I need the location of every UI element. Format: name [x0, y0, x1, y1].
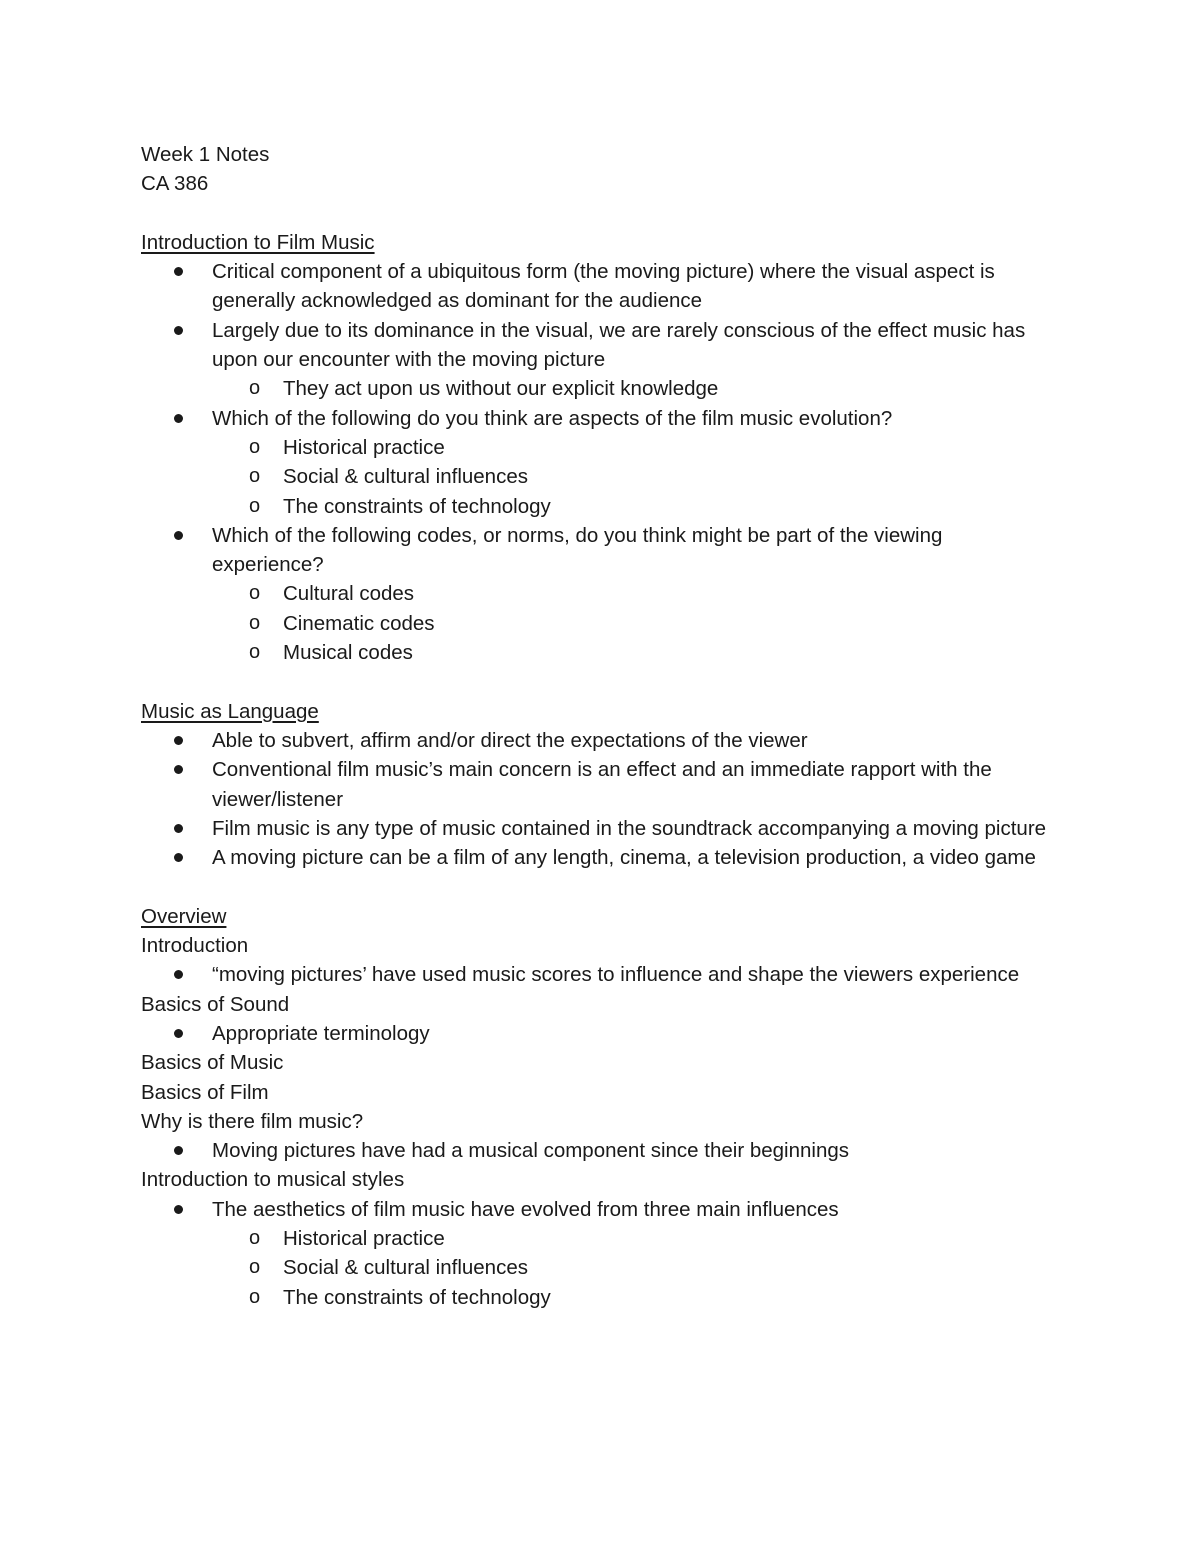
sub-list-item [141, 492, 1052, 521]
list-item-text: Largely due to its dominance in the visual, we are rarely conscious of the effect music has upon our encounter with the moving picture [212, 318, 1026, 372]
list-item-text: Moving pictures have had a musical component since their beginnings [212, 1139, 850, 1163]
list-item-text: Conventional film music’s main concern is an effect and an immediate rapport with the viewer/listener [212, 758, 992, 811]
list-item [141, 404, 1052, 521]
sub-bullet-list [212, 374, 1052, 403]
sub-list-item [141, 1253, 1052, 1282]
list-item-text: Appropriate terminology [212, 1021, 430, 1045]
sub-list-item [141, 462, 1052, 491]
sub-list-item-text: Social & cultural influences [283, 465, 528, 489]
list-item-text: Film music is any type of music contained in the soundtrack accompanying a moving picture [212, 816, 1047, 840]
overview-topic: Basics of Sound [141, 992, 290, 1016]
list-item [141, 843, 1052, 872]
bullet-icon [174, 736, 183, 745]
list-item-text: “moving pictures’ have used music scores to influence and shape the viewers experience [212, 963, 1020, 987]
overview-bullet-list [141, 1195, 1081, 1312]
sub-list-item-text: Social & cultural influences [283, 1256, 528, 1280]
sub-bullet-list [212, 433, 1052, 521]
section-heading-overview: Overview [141, 904, 227, 928]
list-item-text: Able to subvert, affirm and/or direct the expectations of the viewer [212, 728, 808, 752]
sub-list-item-text: Cultural codes [283, 582, 415, 606]
overview-bullet-list [141, 1136, 1081, 1165]
circle-bullet-icon: o [249, 494, 261, 517]
list-item [141, 521, 1052, 667]
sub-list-item-text: The constraints of technology [283, 1285, 551, 1309]
spacer [141, 199, 1081, 228]
circle-bullet-icon: o [249, 465, 261, 488]
sub-bullet-list [212, 579, 1052, 667]
overview-topic: Basics of Music [141, 1051, 284, 1075]
list-item-text: Critical component of a ubiquitous form (the moving picture) where the visual aspect is generally acknowledged as dominant for the audience [212, 260, 995, 313]
section-heading-intro: Introduction to Film Music [141, 230, 375, 254]
intro-bullet-list [141, 257, 1081, 667]
sub-list-item-text: Cinematic codes [283, 611, 435, 635]
sub-list-item [141, 579, 1052, 608]
spacer [141, 872, 1081, 901]
list-item-text: The aesthetics of film music have evolved from three main influences [212, 1197, 839, 1221]
bullet-icon [174, 414, 183, 423]
language-bullet-list [141, 726, 1081, 872]
sub-list-item-text: Historical practice [283, 1226, 445, 1250]
bullet-icon [174, 1146, 183, 1155]
bullet-icon [174, 970, 183, 979]
list-item [141, 316, 1052, 404]
overview-topic: Introduction [141, 934, 249, 958]
spacer [141, 667, 1081, 696]
sub-list-item [141, 609, 1052, 638]
sub-list-item-text: They act upon us without our explicit knowledge [283, 377, 719, 401]
course-code: CA 386 [141, 172, 209, 196]
bullet-icon [174, 326, 183, 335]
list-item [141, 755, 1052, 814]
overview-topic: Introduction to musical styles [141, 1168, 405, 1192]
circle-bullet-icon: o [249, 611, 261, 634]
circle-bullet-icon: o [249, 641, 261, 664]
circle-bullet-icon: o [249, 377, 261, 400]
bullet-icon [174, 824, 183, 833]
overview-bullet-list [141, 1019, 1081, 1048]
sub-list-item-text: Musical codes [283, 641, 413, 665]
sub-list-item [141, 1283, 1052, 1312]
list-item [141, 960, 1052, 989]
list-item [141, 1195, 1052, 1312]
circle-bullet-icon: o [249, 1256, 261, 1279]
list-item [141, 726, 1052, 755]
sub-list-item-text: Historical practice [283, 435, 445, 459]
sub-list-item [141, 638, 1052, 667]
list-item [141, 814, 1052, 843]
circle-bullet-icon: o [249, 1285, 261, 1308]
list-item-text: Which of the following do you think are aspects of the film music evolution? [212, 406, 893, 430]
sub-bullet-list [212, 1224, 1052, 1312]
sub-list-item [141, 433, 1052, 462]
circle-bullet-icon: o [249, 582, 261, 605]
bullet-icon [174, 267, 183, 276]
sub-list-item [141, 374, 1052, 403]
list-item [141, 257, 1052, 316]
sub-list-item [141, 1224, 1052, 1253]
list-item-text: Which of the following codes, or norms, do you think might be part of the viewing experience? [212, 523, 943, 577]
bullet-icon [174, 765, 183, 774]
circle-bullet-icon: o [249, 435, 261, 458]
document-page [141, 140, 1081, 1312]
doc-title: Week 1 Notes [141, 143, 270, 166]
list-item [141, 1019, 1052, 1048]
bullet-icon [174, 853, 183, 862]
overview-topic: Why is there film music? [141, 1109, 364, 1133]
bullet-icon [174, 1029, 183, 1038]
section-heading-language: Music as Language [141, 699, 319, 723]
overview-topic: Basics of Film [141, 1080, 269, 1104]
bullet-icon [174, 531, 183, 540]
bullet-icon [174, 1205, 183, 1214]
sub-list-item-text: The constraints of technology [283, 494, 551, 518]
list-item-text: A moving picture can be a film of any length, cinema, a television production, a video game [212, 846, 1036, 870]
list-item [141, 1136, 1052, 1165]
overview-bullet-list [141, 960, 1081, 989]
circle-bullet-icon: o [249, 1226, 261, 1249]
